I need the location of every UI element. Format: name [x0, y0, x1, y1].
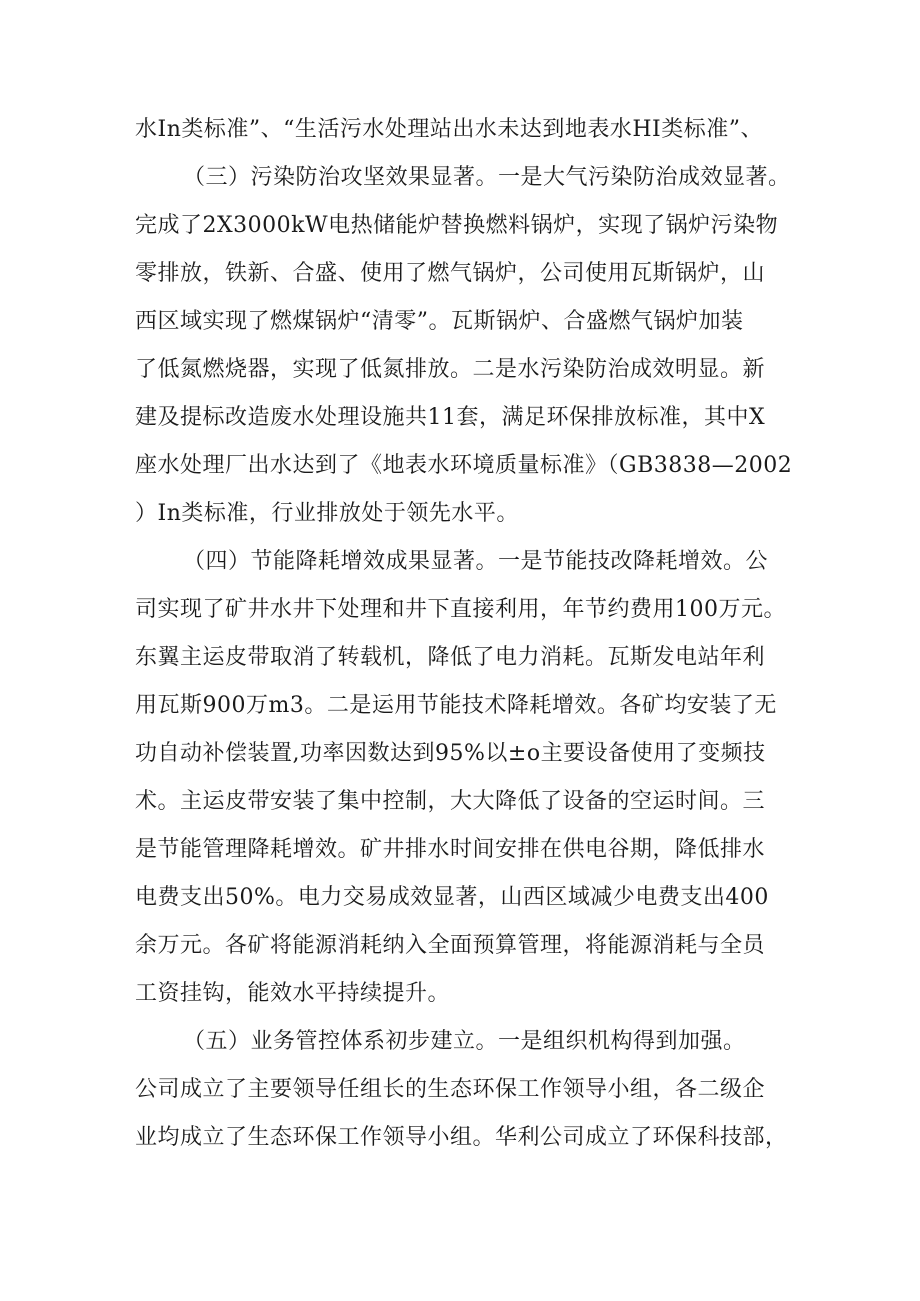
text-line: ）In类标准，行业排放处于领先水平。 — [135, 501, 519, 526]
text-line: 工资挂钩，能效水平持续提升。 — [135, 981, 451, 1006]
text-line: 零排放，铁新、合盛、使用了燃气锅炉，公司使用瓦斯锅炉，山 — [135, 261, 766, 286]
text-line: 完成了2X3000kW电热储能炉替换燃料锅炉，实现了锅炉污染物 — [135, 213, 779, 238]
text-line: 座水处理厂出水达到了《地表水环境质量标准》（GB3838—2002 — [135, 453, 793, 478]
text-line: 功自动补偿装置,功率因数达到95%以±o主要设备使用了变频技 — [135, 741, 766, 766]
section-heading-4: （四）节能降耗增效成果显著。一是节能技改降耗增效。公 — [183, 549, 769, 574]
text-line: 术。主运皮带安装了集中控制，大大降低了设备的空运时间。三 — [135, 789, 766, 814]
text-line: 公司成立了主要领导任组长的生态环保工作领导小组，各二级企 — [135, 1077, 766, 1102]
text-line: 建及提标改造废水处理设施共11套，满足环保排放标准，其中X — [135, 405, 766, 430]
text-line: 用瓦斯900万m3。二是运用节能技术降耗增效。各矿均安装了无 — [135, 693, 777, 718]
text-line: 了低氮燃烧器，实现了低氮排放。二是水污染防治成效明显。新 — [135, 357, 766, 382]
section-heading-5: （五）业务管控体系初步建立。一是组织机构得到加强。 — [183, 1029, 746, 1054]
text-line: 余万元。各矿将能源消耗纳入全面预算管理，将能源消耗与全员 — [135, 933, 766, 958]
text-line: 司实现了矿井水井下处理和井下直接利用，年节约费用100万元。 — [135, 597, 786, 622]
text-line: 是节能管理降耗增效。矿井排水时间安排在供电谷期，降低排水 — [135, 837, 766, 862]
section-heading-3: （三）污染防治攻坚效果显著。一是大气污染防治成效显著。 — [183, 165, 791, 190]
text-line: 水In类标准”、“生活污水处理站出水未达到地表水HI类标准”、 — [135, 117, 763, 142]
text-line: 东翼主运皮带取消了转载机，降低了电力消耗。瓦斯发电站年利 — [135, 645, 766, 670]
text-line: 业均成立了生态环保工作领导小组。华利公司成立了环保科技部， — [135, 1125, 788, 1150]
text-line: 电费支出50%。电力交易成效显著，山西区域减少电费支出400 — [135, 885, 769, 910]
text-line: 西区域实现了燃煤锅炉“清零”。瓦斯锅炉、合盛燃气锅炉加装 — [135, 309, 744, 334]
